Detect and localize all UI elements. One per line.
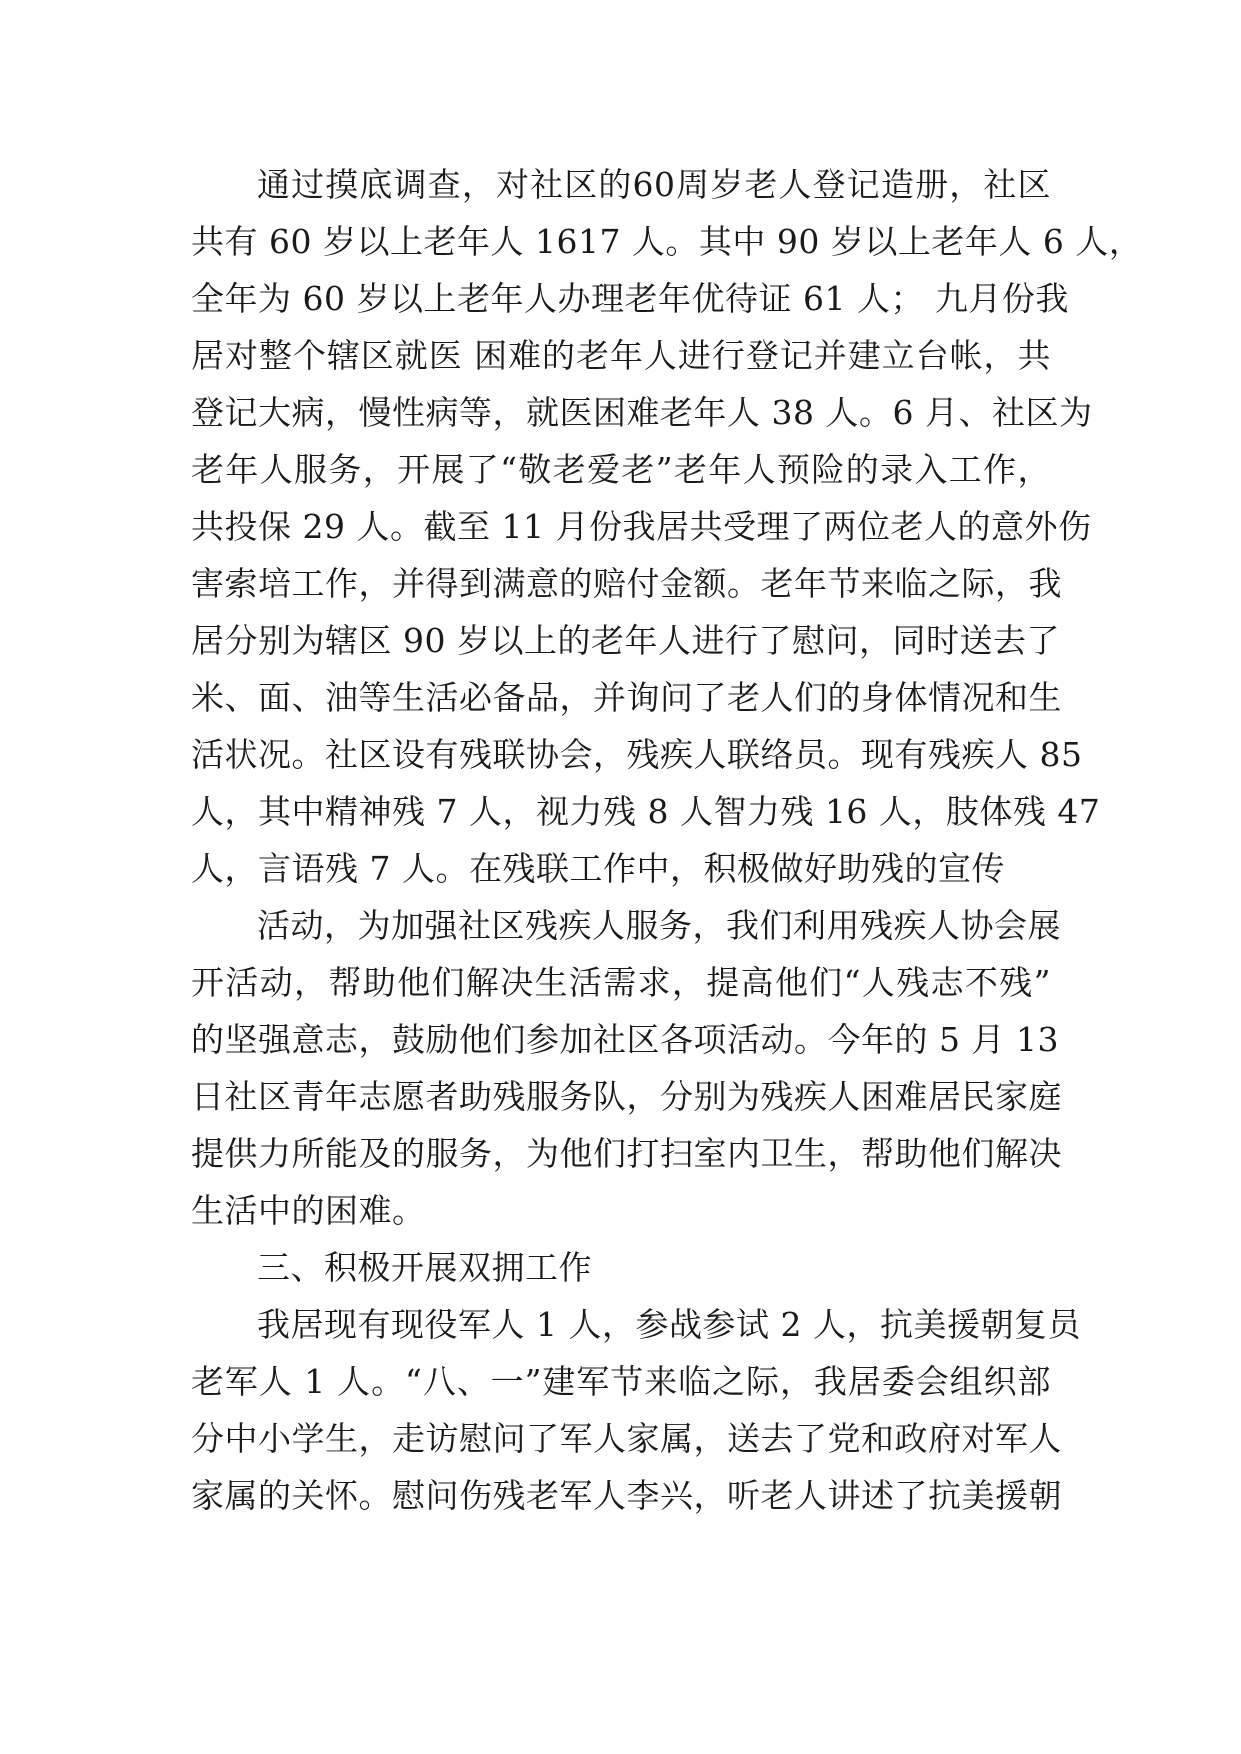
paragraph-line: 老军人 1 人。“八、一”建军节来临之际，我居委会组织部 <box>191 1362 1051 1401</box>
paragraph-line: 老年人服务，开展了“敬老爱老”老年人预险的录入工作， <box>191 450 1051 489</box>
paragraph-line: 提供力所能及的服务，为他们打扫室内卫生，帮助他们解决 <box>191 1134 1062 1173</box>
paragraph-line: 居对整个辖区就医 困难的老年人进行登记并建立台帐，共 <box>191 336 1051 375</box>
paragraph-line: 通过摸底调查，对社区的60周岁老人登记造册，社区 <box>257 165 1051 204</box>
paragraph-line: 共有 60 岁以上老年人 1617 人。其中 90 岁以上老年人 6 人， <box>191 222 1143 261</box>
paragraph-line: 全年为 60 岁以上老年人办理老年优待证 61 人； 九月份我 <box>191 279 1069 318</box>
section-heading: 三、积极开展双拥工作 <box>257 1248 592 1287</box>
paragraph-line: 登记大病，慢性病等，就医困难老年人 38 人。6 月、社区为 <box>191 393 1093 432</box>
paragraph-line: 米、面、油等生活必备品，并询问了老人们的身体情况和生 <box>191 678 1062 717</box>
paragraph-line: 分中小学生，走访慰问了军人家属，送去了党和政府对军人 <box>191 1419 1062 1458</box>
paragraph-line: 活状况。社区设有残联协会，残疾人联络员。现有残疾人 85 <box>191 735 1083 774</box>
paragraph-line: 的坚强意志，鼓励他们参加社区各项活动。今年的 5 月 13 <box>191 1020 1059 1059</box>
paragraph-line: 害索培工作，并得到满意的赔付金额。老年节来临之际，我 <box>191 564 1062 603</box>
paragraph-line: 活动，为加强社区残疾人服务，我们利用残疾人协会展 <box>257 906 1061 945</box>
paragraph-line: 人，其中精神残 7 人，视力残 8 人智力残 16 人，肢体残 47 <box>191 792 1101 831</box>
paragraph-line: 共投保 29 人。截至 11 月份我居共受理了两位老人的意外伤 <box>191 507 1092 546</box>
paragraph-line: 生活中的困难。 <box>191 1191 426 1230</box>
paragraph-line: 开活动，帮助他们解决生活需求，提高他们“人残志不残” <box>191 963 1051 1002</box>
paragraph-line: 我居现有现役军人 1 人，参战参试 2 人，抗美援朝复员 <box>257 1305 1081 1344</box>
paragraph-line: 人，言语残 7 人。在残联工作中，积极做好助残的宣传 <box>191 849 1005 888</box>
paragraph-line: 家属的关怀。慰问伤残老军人李兴，听老人讲述了抗美援朝 <box>191 1476 1062 1515</box>
paragraph-line: 日社区青年志愿者助残服务队，分别为残疾人困难居民家庭 <box>191 1077 1062 1116</box>
paragraph-line: 居分别为辖区 90 岁以上的老年人进行了慰问，同时送去了 <box>191 621 1060 660</box>
